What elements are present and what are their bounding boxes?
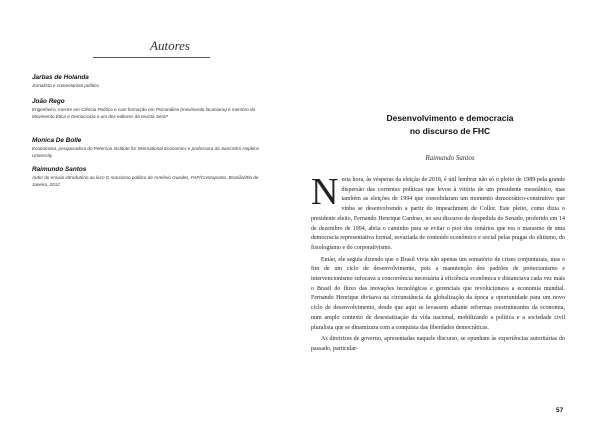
- paragraph: As diretrizes de governo, apresentadas naquele discurso, se opunham às experiências autoritárias do passado, particular-: [311, 336, 565, 352]
- article-body: [311, 171, 565, 355]
- author-name: Jarbas de Holanda: [32, 74, 89, 81]
- article-title-line: Desenvolvimento e democracia: [386, 113, 514, 123]
- article-title-line: no discurso de FHC: [409, 126, 491, 136]
- paragraph: Então, ele seguia dizendo que o Brasil vivia não apenas um somatório de crises conjunturais, mas o fim de um ciclo de desenvolvimento, pois a manutenção dos padrões de protecionismo e intervencionismo sufocava a concorrência necessária à eficiência econômica e distanciava cada vez mais o Brasil do fluxo das inovações tecnológicas e gerenciais que revolucionava a economia mundial. Fernando Henrique divisava na circunstância da globalização da época a oportunidade para um novo ciclo de desenvolvimento, desde que aqui se levassem adiante reformas reestruturantes da economia, num amplo contexto de desestatização da vida nacional, mobilizando a política e a sociedade civil pluralista que se dinamizara com a conquista das liberdades democráticas.: [311, 256, 565, 331]
- author-bio: Autor do ensaio introdutório ao livro O marxismo político de Armênio Guedes, FAP/Contraponto, Brasília/Rio de Janeiro, 2012: [32, 175, 259, 187]
- author-name: João Rego: [32, 98, 65, 105]
- article-author: Raimundo Santos: [425, 154, 475, 162]
- author-entry: [32, 137, 272, 159]
- drop-cap: N: [311, 171, 339, 213]
- author-entry: [32, 166, 272, 188]
- author-name: Raimundo Santos: [32, 166, 87, 173]
- author-entry: [32, 98, 272, 120]
- heading-rule: [93, 57, 210, 58]
- article-page: [300, 0, 600, 439]
- author-bio: Economista, pesquisadora do Peterson Institute for International Economics e professora da Sais/John Hopkins University: [32, 146, 260, 158]
- author-bio: Engenheiro, mestre em Ciência Política e com formação em Psicanálise (movimento lacaniano) é membro do Movimento Ética e Democracia e um dos editores da revista Será?: [32, 107, 256, 119]
- paragraph-text: esta hora, às vésperas da eleição de 2018, é útil lembrar não só o pleito de 1989 pela grande dispersão das correntes políticas que levou à vitória de um presidente messiânico, mas também as eleições de 1994 que consolidaram um momento democrático-construtivo que vinha se desenvolvendo a partir do impeachment de Collor. Este pleito, como dizia o presidente eleito, Fernando Henrique Cardoso, no seu discurso de despedida do Senado, proferido em 14 de dezembro de 1994, abria o caminho para se evitar o pior dos cenários que era o marasmo de uma democracia representativa formal, esvaziada de conteúdo econômico e social pelas pragas do elitismo, do fisiologismo e do corporativismo.: [311, 177, 565, 251]
- page-number: 57: [556, 407, 564, 414]
- paragraph: [311, 171, 565, 254]
- author-entry: [32, 74, 272, 89]
- author-name: Monica De Bolle: [32, 137, 82, 144]
- authors-heading: Autores: [150, 38, 190, 53]
- author-bio: Jornalista e comentarista político: [32, 83, 99, 88]
- article-title: [300, 112, 600, 138]
